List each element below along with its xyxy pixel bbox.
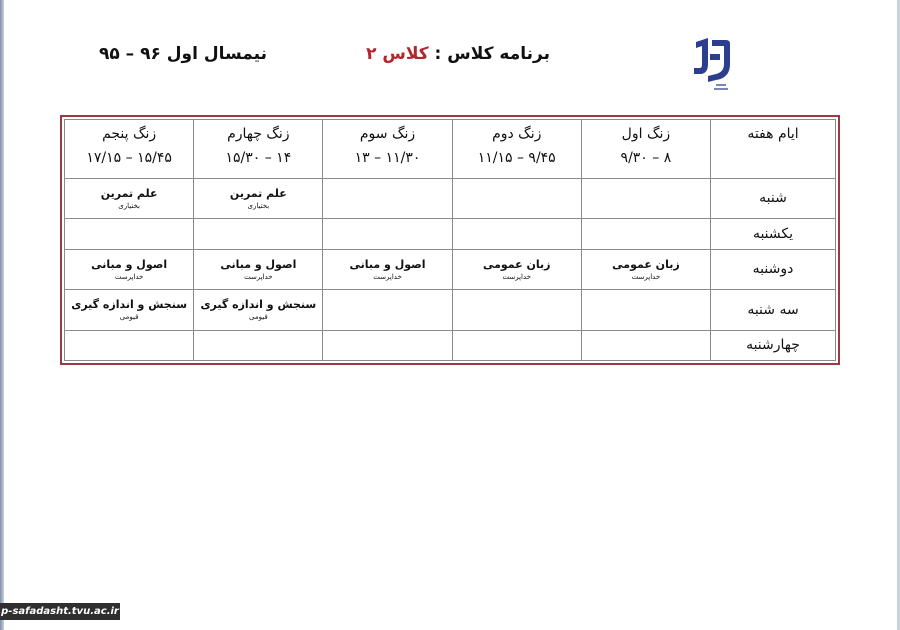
day-cell: دوشنبه	[711, 249, 836, 290]
schedule-cell	[323, 290, 452, 331]
course-name: اصول و مبانی	[91, 257, 168, 271]
table-row	[65, 219, 836, 249]
period-time: ۱۴ – ۱۵/۳۰	[225, 150, 292, 166]
schedule-cell	[452, 330, 581, 360]
schedule-cell	[194, 219, 323, 249]
course-name: زبان عمومی	[482, 257, 551, 271]
teacher-name: خداپرست	[502, 272, 531, 281]
period-time: ۱۱/۳۰ – ۱۳	[354, 150, 421, 166]
header-period-3	[323, 120, 452, 179]
header-period-5	[65, 120, 194, 179]
schedule-cell	[581, 219, 710, 249]
period-name: زنگ چهارم	[227, 126, 290, 142]
course-name: سنجش و اندازه گیری	[71, 298, 188, 312]
schedule-cell	[65, 249, 194, 290]
schedule-cell	[323, 249, 452, 290]
schedule-cell	[452, 290, 581, 331]
teacher-name: خداپرست	[244, 272, 273, 281]
course-name: علم تمرین	[229, 186, 287, 200]
course-name: زبان عمومی	[612, 257, 680, 271]
window-left-edge	[0, 0, 4, 630]
title-class-name: کلاس ۲	[366, 44, 429, 64]
schedule-table	[64, 119, 836, 361]
schedule-cell	[65, 219, 194, 249]
header-period-4	[194, 120, 323, 179]
schedule-cell	[194, 330, 323, 360]
course-name: سنجش و اندازه گیری	[200, 298, 317, 312]
teacher-name: قیومی	[119, 313, 139, 322]
semester-label: نیمسال اول ۹۶ – ۹۵	[98, 44, 267, 64]
title-prefix: برنامه کلاس :	[428, 44, 550, 64]
day-cell: یکشنبه	[711, 219, 836, 249]
site-watermark: p-safadasht.tvu.ac.ir	[0, 603, 120, 620]
period-name: زنگ دوم	[492, 126, 542, 142]
table-row	[65, 249, 836, 290]
page-title	[366, 44, 550, 64]
course-name: اصول و مبانی	[349, 257, 426, 271]
course-name: علم تمرین	[100, 186, 158, 200]
period-time: ۱۵/۴۵ – ۱۷/۱۵	[86, 150, 172, 166]
day-cell: چهارشنبه	[711, 330, 836, 360]
schedule-cell	[323, 178, 452, 219]
schedule-cell	[323, 219, 452, 249]
schedule-cell	[581, 178, 710, 219]
header-day-column	[711, 120, 836, 179]
period-name: زنگ پنجم	[102, 126, 157, 142]
schedule-table-frame	[60, 115, 840, 365]
header-period-2	[452, 120, 581, 179]
table-row	[65, 330, 836, 360]
schedule-cell	[65, 330, 194, 360]
schedule-cell	[323, 330, 452, 360]
schedule-cell	[194, 178, 323, 219]
schedule-cell	[581, 290, 710, 331]
schedule-cell	[452, 219, 581, 249]
day-cell: سه شنبه	[711, 290, 836, 331]
teacher-name: خداپرست	[114, 272, 144, 281]
schedule-cell	[581, 249, 710, 290]
period-name: زنگ اول	[621, 126, 671, 142]
teacher-name: خداپرست	[631, 272, 661, 281]
table-row	[65, 178, 836, 219]
teacher-name: بختیاری	[118, 201, 140, 210]
schedule-cell	[194, 290, 323, 331]
schedule-cell	[581, 330, 710, 360]
schedule-cell	[194, 249, 323, 290]
schedule-cell	[452, 249, 581, 290]
period-time: ۹/۴۵ – ۱۱/۱۵	[477, 150, 556, 166]
course-name: اصول و مبانی	[220, 257, 297, 271]
table-header-row	[65, 120, 836, 179]
day-cell: شنبه	[711, 178, 836, 219]
table-row	[65, 290, 836, 331]
schedule-cell	[65, 290, 194, 331]
teacher-name: قیومی	[249, 313, 268, 322]
university-logo-icon	[686, 34, 734, 94]
teacher-name: خداپرست	[373, 272, 402, 281]
period-name: زنگ سوم	[359, 126, 416, 142]
schedule-cell	[452, 178, 581, 219]
period-time: ۸ – ۹/۳۰	[620, 150, 672, 166]
schedule-cell	[65, 178, 194, 219]
header-period-1	[581, 120, 710, 179]
header-day-label: ایام هفته	[747, 126, 799, 142]
teacher-name: بختیاری	[247, 201, 270, 210]
